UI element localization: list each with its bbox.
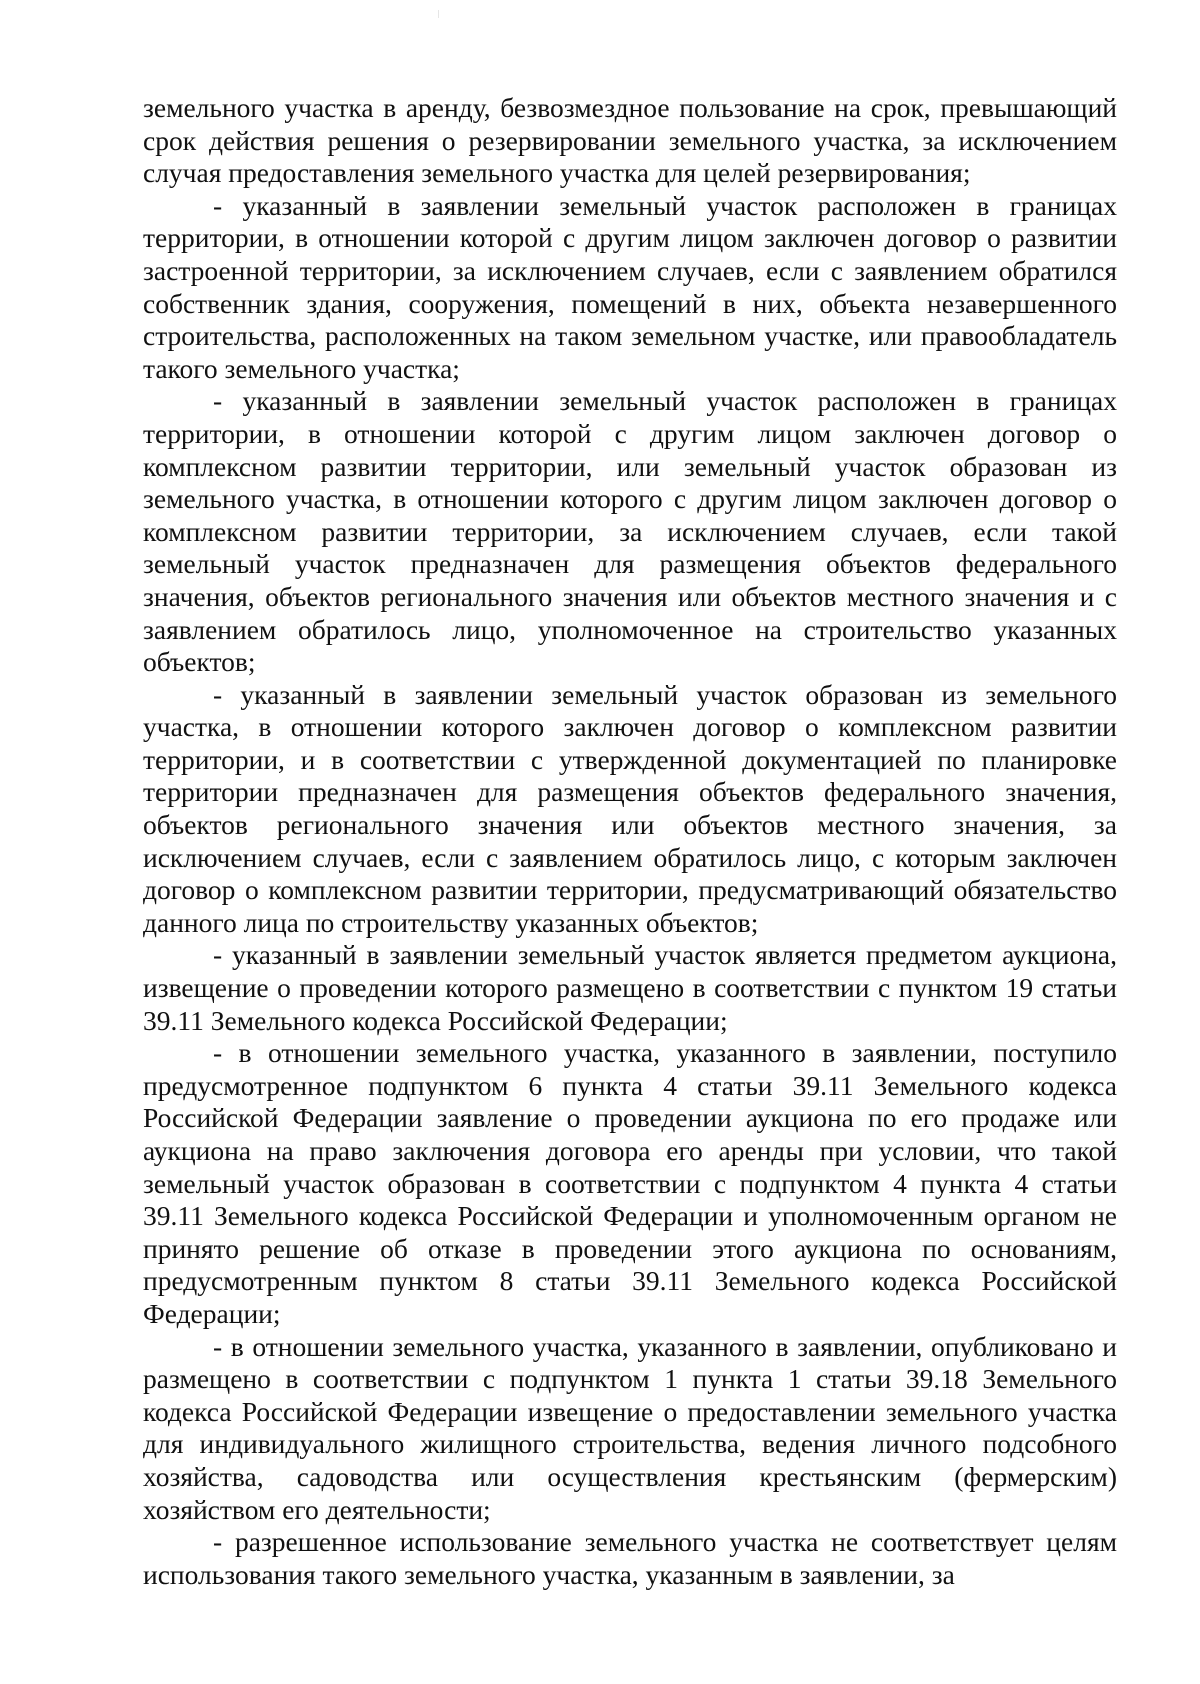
document-body xyxy=(143,92,1117,1591)
paragraph-item: - указанный в заявлении земельный участок является предметом аукциона, извещение о проведении которого размещено в соответствии с пунктом 19 статьи 39.11 Земельного кодекса Российской Федерации; xyxy=(143,939,1117,1036)
paragraph-item: - указанный в заявлении земельный участок расположен в границах территории, в отношении которой с другим лицом заключен договор о комплексном развитии территории, или земельный участок образован из земельного участка, в отношении которого с другим лицом заключен договор о комплексном развитии территории, за исключением случаев, если такой земельный участок предназначен для размещения объектов федерального значения, объектов регионального значения или объектов местного значения и с заявлением обратилось лицо, уполномоченное на строительство указанных объектов; xyxy=(143,385,1117,678)
paragraph-item: - в отношении земельного участка, указанного в заявлении, поступило предусмотренное подпунктом 6 пункта 4 статьи 39.11 Земельного кодекса Российской Федерации заявление о проведении аукциона по его продаже или аукциона на право заключения договора его аренды при условии, что такой земельный участок образован в соответствии с подпунктом 4 пункта 4 статьи 39.11 Земельного кодекса Российской Федерации и уполномоченным органом не принято решение об отказе в проведении этого аукциона по основаниям, предусмотренным пунктом 8 статьи 39.11 Земельного кодекса Российской Федерации; xyxy=(143,1037,1117,1329)
paragraph-item: - в отношении земельного участка, указанного в заявлении, опубликовано и размещено в соответствии с подпунктом 1 пункта 1 статьи 39.18 Земельного кодекса Российской Федерации извещение о предоставлении земельного участка для индивидуального жилищного строительства, ведения личного подсобного хозяйства, садоводства или осуществления крестьянским (фермерским) хозяйством его деятельности; xyxy=(143,1330,1117,1525)
paragraph-continuation: земельного участка в аренду, безвозмездное пользование на срок, превышающий срок действия решения о резервировании земельного участка, за исключением случая предоставления земельного участка для целей резервирования; xyxy=(143,92,1117,189)
paragraph-item: - разрешенное использование земельного участка не соответствует целям использования такого земельного участка, указанным в заявлении, за xyxy=(143,1526,1117,1590)
scan-artifact xyxy=(438,10,439,18)
paragraph-item: - указанный в заявлении земельный участок расположен в границах территории, в отношении которой с другим лицом заключен договор о развитии застроенной территории, за исключением случаев, если с заявлением обратился собственник здания, сооружения, помещений в них, объекта незавершенного строительства, расположенных на таком земельном участке, или правообладатель такого земельного участка; xyxy=(143,189,1117,384)
paragraph-item: - указанный в заявлении земельный участок образован из земельного участка, в отношении которого заключен договор о комплексном развитии территории, и в соответствии с утвержденной документацией по планировке территории предназначен для размещения объектов федерального значения, объектов регионального значения или объектов местного значения, за исключением случаев, если с заявлением обратилось лицо, с которым заключен договор о комплексном развитии территории, предусматривающий обязательство данного лица по строительству указанных объектов; xyxy=(143,678,1117,938)
